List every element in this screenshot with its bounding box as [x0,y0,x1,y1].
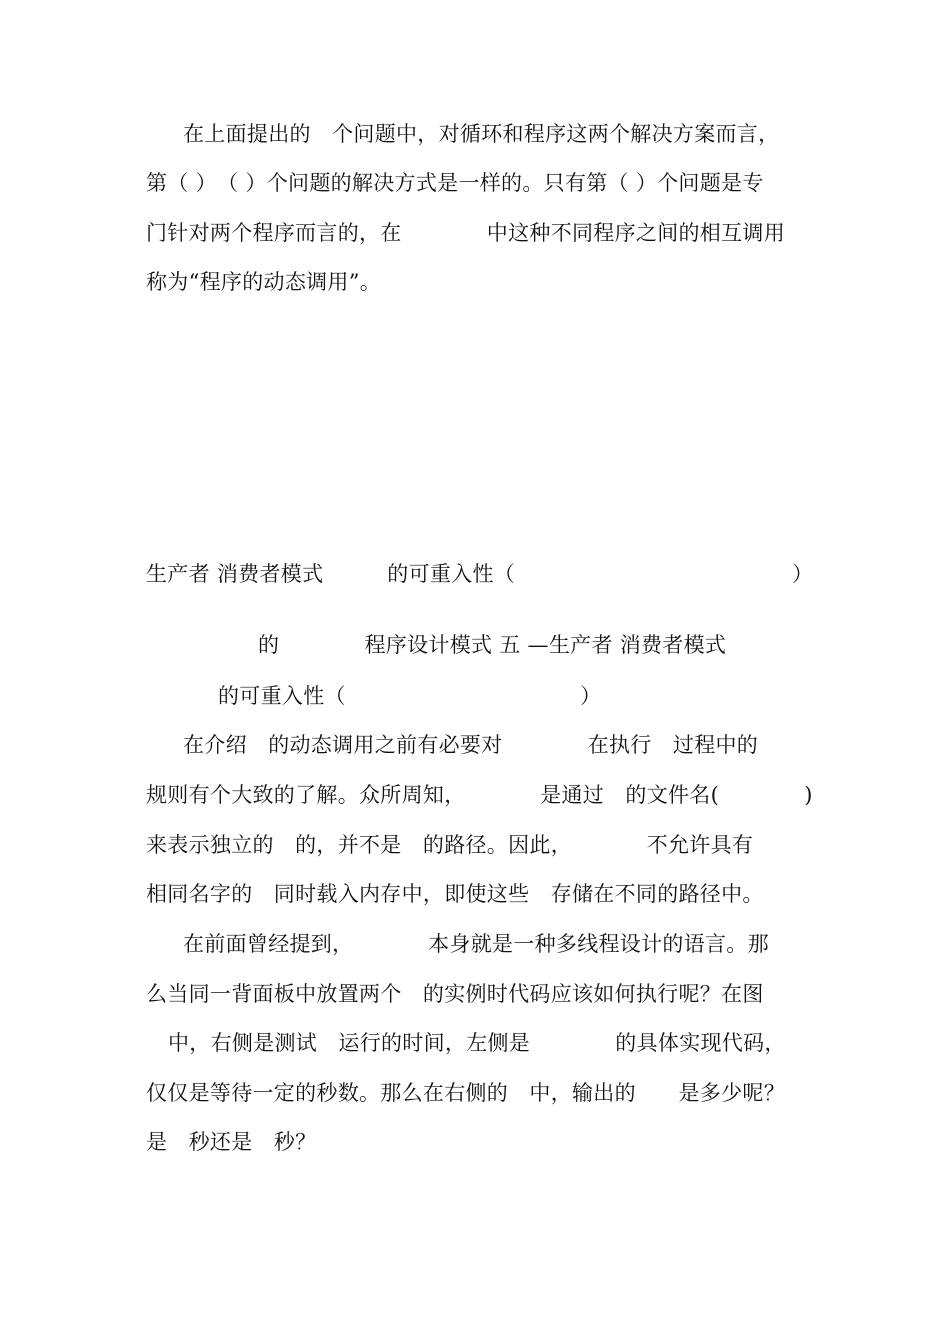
paragraph-line: 在介绍 的动态调用之前有必要对 在执行 过程中的 [183,733,759,757]
paragraph-line: 来表示独立的 的，并不是 的路径。因此， 不允许具有 [146,833,754,857]
paragraph-line: 中，右侧是测试 运行的时间，左侧是 的具体实现代码， [168,1031,786,1055]
paragraph-line: 是 秒还是 秒？ [146,1130,317,1154]
paragraph-line: 在前面曾经提到， 本身就是一种多线程设计的语言。那 [183,932,769,956]
paragraph-line: 在上面提出的 个问题中，对循环和程序这两个解决方案而言， [183,122,780,146]
section-heading-line: 的可重入性（ ） [218,684,602,708]
paragraph-line: 相同名字的 同时载入内存中，即使这些 存储在不同的路径中。 [146,882,764,906]
section-title-line: 生产者 消费者模式 的可重入性（ ） [146,562,814,586]
paragraph-line: 规则有个大致的了解。众所周知， 是通过 的文件名( ) [146,783,813,807]
paragraph-line: 仅仅是等待一定的秒数。那么在右侧的 中，输出的 是多少呢？ [146,1081,785,1105]
paragraph-line: 称为“程序的动态调用”。 [146,270,382,294]
paragraph-line: 第（ ） （ ）个问题的解决方式是一样的。只有第（ ）个问题是专 [146,171,764,195]
paragraph-line: 门针对两个程序而言的，在 中这种不同程序之间的相互调用 [146,221,785,245]
paragraph-line: 么当同一背面板中放置两个 的实例时代码应该如何执行呢？在图 [146,982,764,1006]
section-heading-line: 的 程序设计模式 五 —生产者 消费者模式 [258,633,727,657]
